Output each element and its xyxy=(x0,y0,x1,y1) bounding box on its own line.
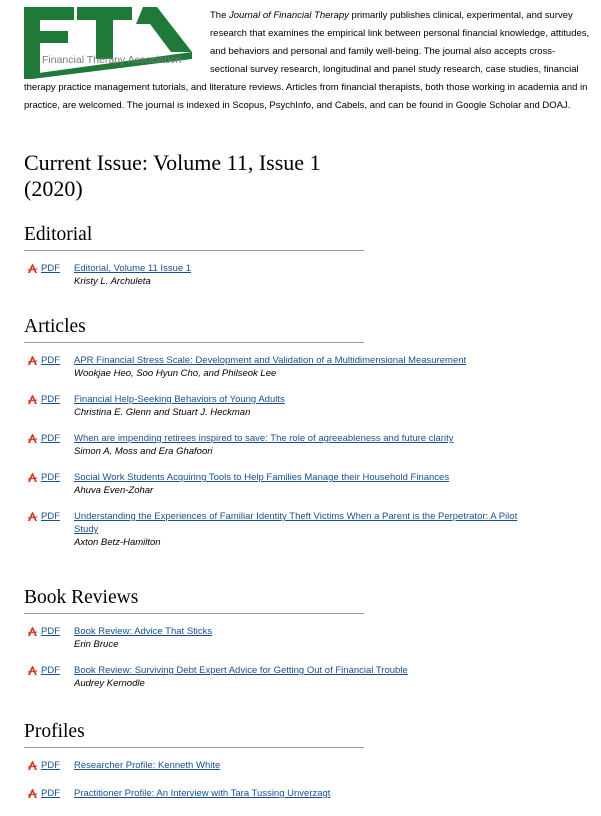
article-title-link[interactable]: Social Work Students Acquiring Tools to Help Families Manage their Household Finances xyxy=(74,472,450,483)
pdf-icon xyxy=(27,626,38,637)
article-authors: Erin Bruce xyxy=(74,639,119,650)
section-book-reviews xyxy=(24,585,584,690)
pdf-label: PDF xyxy=(41,263,60,274)
pdf-icon xyxy=(27,263,38,274)
pdf-icon xyxy=(27,511,38,522)
pdf-label: PDF xyxy=(41,788,60,799)
pdf-label: PDF xyxy=(41,626,60,637)
pdf-icon xyxy=(27,760,38,771)
section-heading: Book Reviews xyxy=(24,585,364,614)
pdf-link[interactable] xyxy=(27,625,60,638)
pdf-link[interactable] xyxy=(27,354,60,367)
pdf-link[interactable] xyxy=(27,471,60,484)
issue-title: Current Issue: Volume 11, Issue 1 (2020) xyxy=(24,150,321,201)
article-authors: Christina E. Glenn and Stuart J. Heckman xyxy=(74,407,251,418)
pdf-link[interactable] xyxy=(27,432,60,445)
article-title-link[interactable]: When are impending retirees inspired to save: The role of agreeableness and future clarity xyxy=(74,433,454,444)
pdf-label: PDF xyxy=(41,472,60,483)
article-item xyxy=(24,262,584,288)
pdf-link[interactable] xyxy=(27,787,60,800)
article-authors: Wookjae Heo, Soo Hyun Cho, and Philseok Lee xyxy=(74,368,277,379)
pdf-label: PDF xyxy=(41,665,60,676)
section-heading: Profiles xyxy=(24,719,364,748)
journal-name: Journal of Financial Therapy xyxy=(229,10,349,21)
section-profiles xyxy=(24,719,584,800)
article-title-link[interactable]: APR Financial Stress Scale: Development and Validation of a Multidimensional Measurement xyxy=(74,355,467,366)
article-title-link[interactable]: Researcher Profile: Kenneth White xyxy=(74,760,221,771)
article-item xyxy=(24,354,584,380)
article-item xyxy=(24,625,584,651)
section-editorial xyxy=(24,222,584,288)
pdf-label: PDF xyxy=(41,433,60,444)
journal-description: The Journal of Financial Therapy primarily publishes clinical, experimental, and survey research that examines the empirical link between personal financial knowledge, attitudes, and behaviors and personal and family well-being. The journal also accepts cross-sectional survey research, longitudinal and panel study research, case studies, financial therapy practice management tutorials, and literature reviews. Articles from financial therapists, both those working in academia and in practice, are welcomed. The journal is indexed in Scopus, PsychInfo, and Cabels, and can be found in Google Scholar and DOAJ. xyxy=(24,10,590,111)
article-item xyxy=(24,471,584,497)
article-authors: Ahuva Even-Zohar xyxy=(74,485,154,496)
section-heading: Editorial xyxy=(24,222,364,251)
pdf-link[interactable] xyxy=(27,759,60,772)
section-articles xyxy=(24,314,584,549)
article-authors: Audrey Kernodle xyxy=(74,678,145,689)
pdf-label: PDF xyxy=(41,511,60,522)
pdf-label: PDF xyxy=(41,394,60,405)
pdf-link[interactable] xyxy=(27,510,60,523)
pdf-label: PDF xyxy=(41,355,60,366)
article-title-link[interactable]: Understanding the Experiences of Familiar Identity Theft Victims When a Parent is the Perpetrator: A Pilot Study xyxy=(74,511,518,535)
article-authors: Kristy L. Archuleta xyxy=(74,276,151,287)
article-item xyxy=(24,664,584,690)
article-item xyxy=(24,510,584,549)
pdf-link[interactable] xyxy=(27,262,60,275)
article-title-link[interactable]: Book Review: Advice That Sticks xyxy=(74,626,213,637)
pdf-icon xyxy=(27,472,38,483)
article-authors: Simon A. Moss and Era Ghafoori xyxy=(74,446,213,457)
pdf-icon xyxy=(27,394,38,405)
article-item xyxy=(24,759,584,772)
article-title-link[interactable]: Book Review: Surviving Debt Expert Advice for Getting Out of Financial Trouble xyxy=(74,665,408,676)
article-item xyxy=(24,787,584,800)
pdf-icon xyxy=(27,665,38,676)
pdf-link[interactable] xyxy=(27,393,60,406)
pdf-link[interactable] xyxy=(27,664,60,677)
article-title-link[interactable]: Practitioner Profile: An Interview with Tara Tussing Unverzagt xyxy=(74,788,331,799)
pdf-icon xyxy=(27,788,38,799)
article-title-link[interactable]: Editorial, Volume 11 Issue 1 xyxy=(74,263,192,274)
logo-caption: Financial Therapy Association xyxy=(42,54,182,66)
article-item xyxy=(24,432,584,458)
pdf-icon xyxy=(27,433,38,444)
pdf-icon xyxy=(27,355,38,366)
pdf-label: PDF xyxy=(41,760,60,771)
section-heading: Articles xyxy=(24,314,364,343)
article-authors: Axton Betz-Hamilton xyxy=(74,537,161,548)
article-item xyxy=(24,393,584,419)
article-title-link[interactable]: Financial Help-Seeking Behaviors of Young Adults xyxy=(74,394,285,405)
